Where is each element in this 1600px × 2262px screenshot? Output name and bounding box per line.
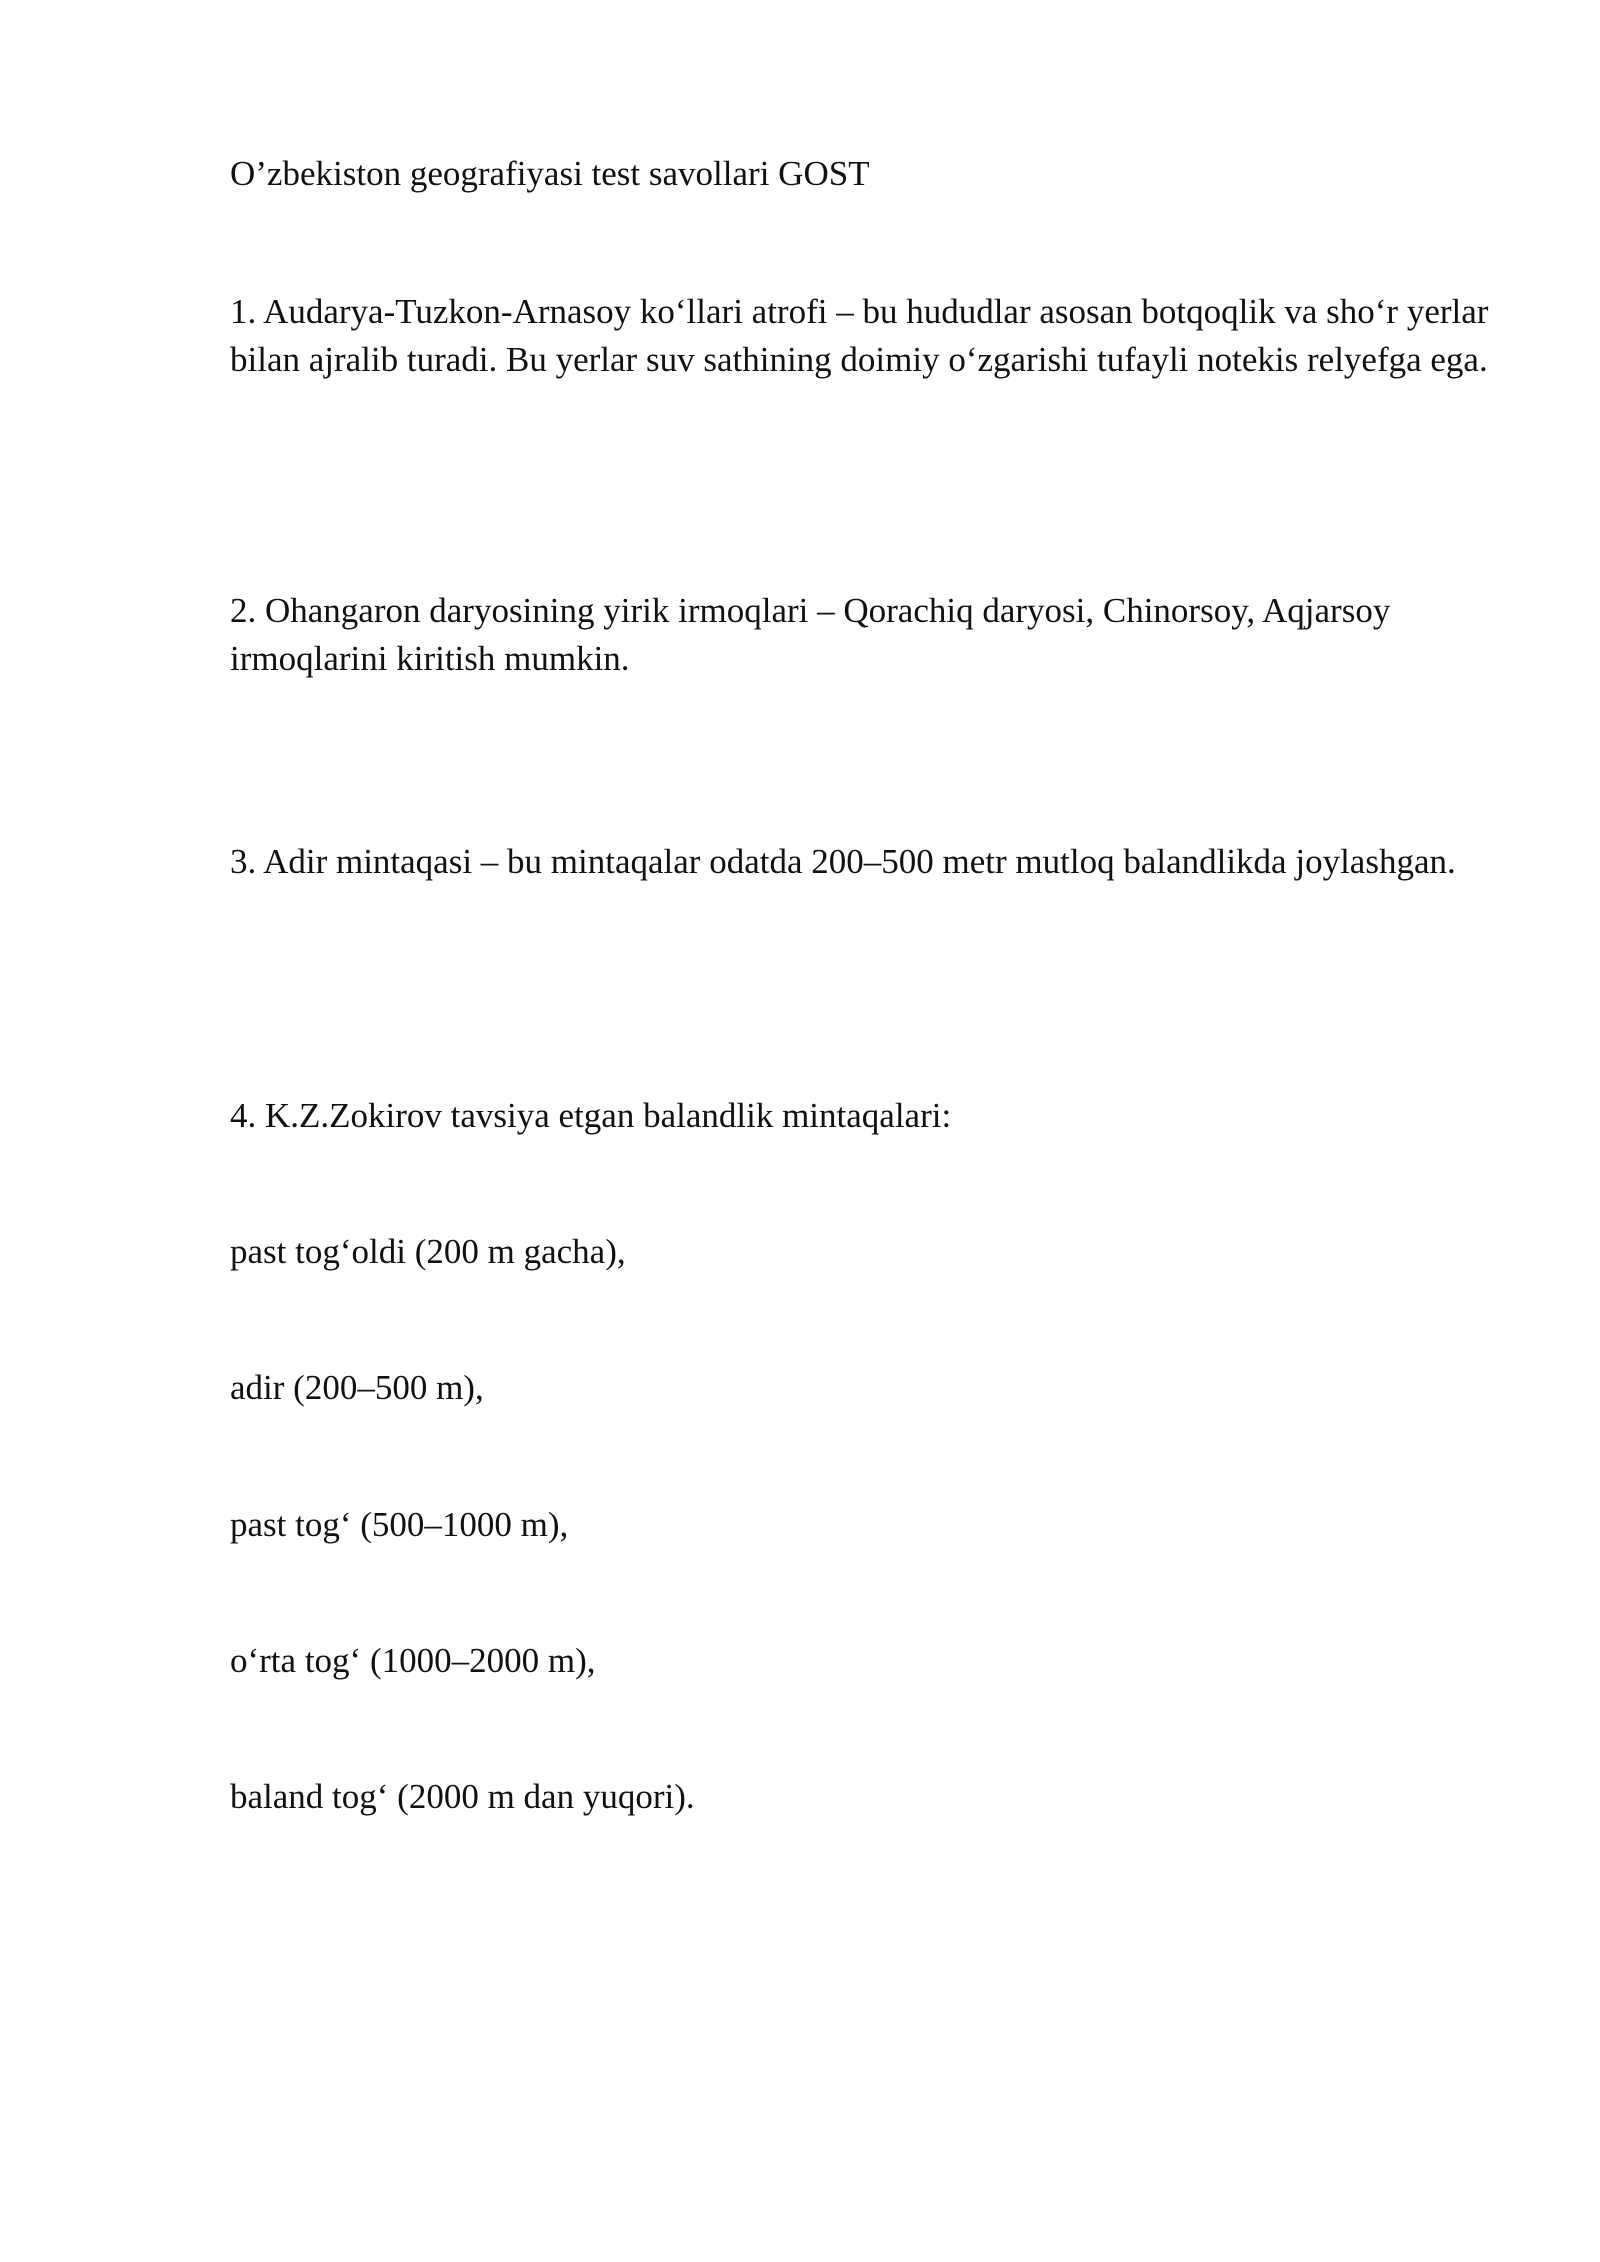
- question-4: 4. K.Z.Zokirov tavsiya etgan balandlik mintaqalari:: [230, 1096, 952, 1135]
- zone-item: past tog‘oldi (200 m gacha),: [230, 1232, 626, 1271]
- zone-item: adir (200–500 m),: [230, 1368, 484, 1407]
- zone-item: past tog‘ (500–1000 m),: [230, 1505, 569, 1544]
- zone-item: o‘rta tog‘ (1000–2000 m),: [230, 1641, 596, 1680]
- zone-item: baland tog‘ (2000 m dan yuqori).: [230, 1777, 695, 1816]
- question-1: 1. Audarya-Tuzkon-Arnasoy ko‘llari atrofi – bu hududlar asosan botqoqlik va sho‘r yerlar bilan ajralib turadi. Bu yerlar suv sathining doimiy o‘zgarishi tufayli notekis relyefga ega.: [230, 292, 1489, 379]
- question-3: 3. Adir mintaqasi – bu mintaqalar odatda 200–500 metr mutloq balandlikda joylashgan.: [230, 842, 1456, 881]
- document-title: O’zbekiston geografiyasi test savollari GOST: [230, 154, 870, 193]
- question-2: 2. Ohangaron daryosining yirik irmoqlari – Qorachiq daryosi, Chinorsoy, Aqjarsoy irmoqlarini kiritish mumkin.: [230, 591, 1391, 678]
